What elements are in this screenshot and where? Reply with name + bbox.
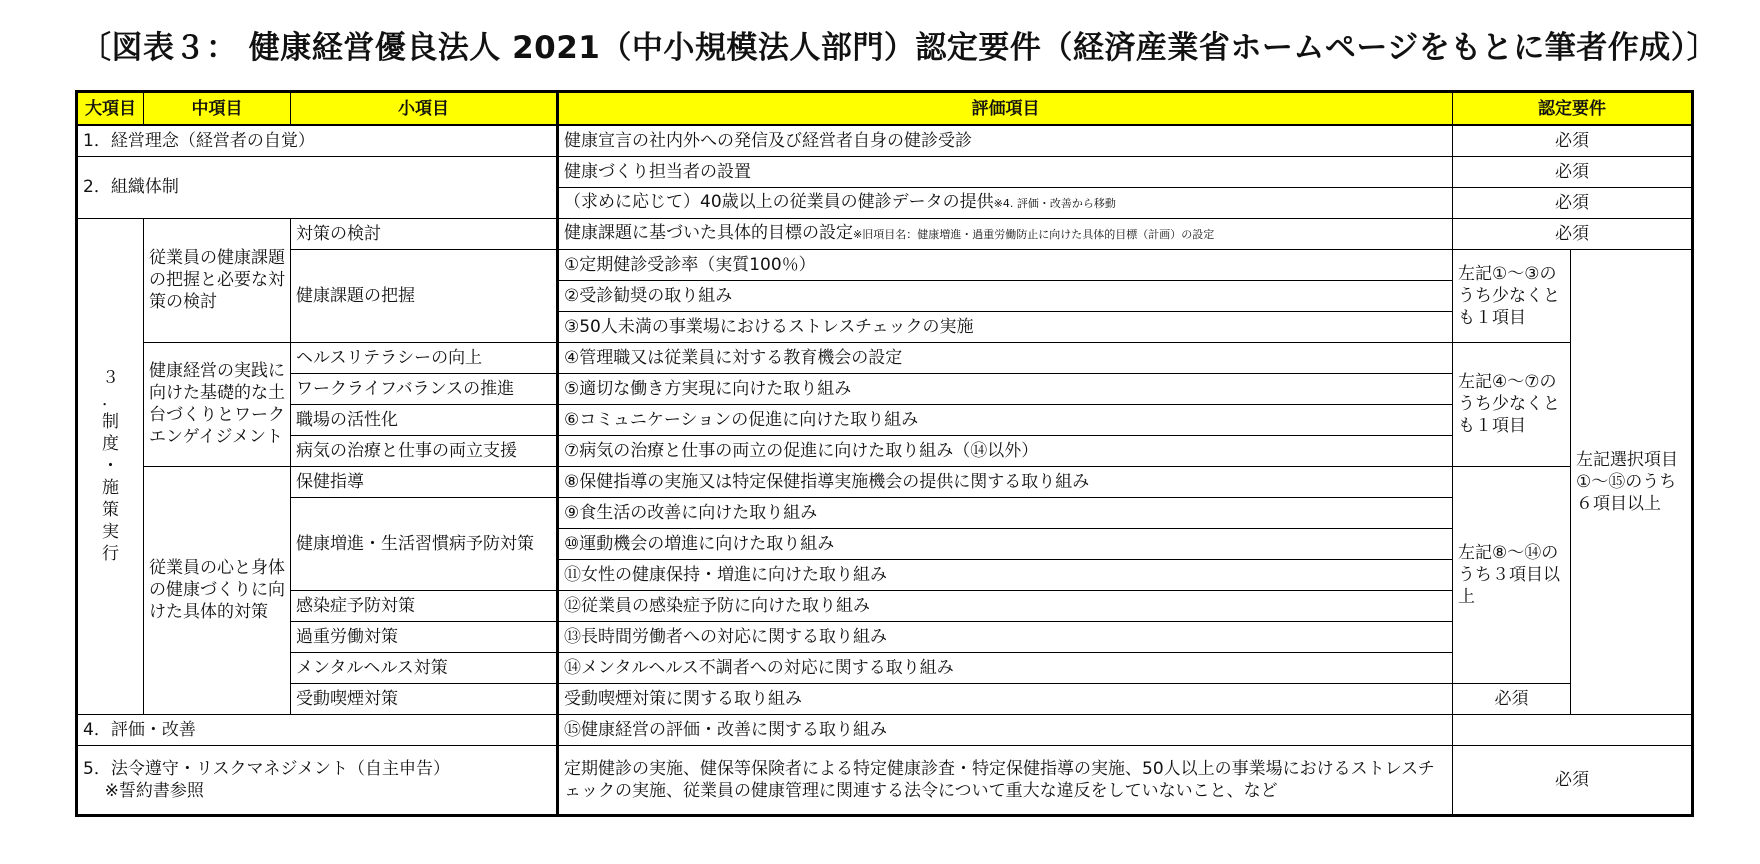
row-label: 4．評価・改善: [77, 714, 558, 745]
minor-item: 健康増進・生活習慣病予防対策: [291, 497, 558, 590]
eval-item: ⑦病気の治療と仕事の両立の促進に向けた取り組み（⑭以外）: [558, 435, 1453, 466]
middle-item: 従業員の心と身体の健康づくりに向けた具体的対策: [144, 466, 291, 714]
table-row: [77, 125, 1693, 156]
middle-item: 従業員の健康課題の把握と必要な対策の検討: [144, 218, 291, 342]
header-major: 大項目: [77, 92, 144, 126]
eval-note: ※4. 評価・改善から移動: [993, 196, 1116, 210]
requirement: 必須: [1453, 745, 1693, 815]
eval-item: ⑧保健指導の実施又は特定保健指導実施機会の提供に関する取り組み: [558, 466, 1453, 497]
eval-item: 定期健診の実施、健保等保険者による特定健康診査・特定保健指導の実施、50人以上の事業場におけるストレスチェックの実施、従業員の健康管理に関連する法令について重大な違反をしていないこと、など: [558, 745, 1453, 815]
overall-requirement: 左記選択項目①～⑮のうち６項目以上: [1571, 249, 1693, 714]
header-row: [77, 92, 1693, 126]
eval-item: 健康宣言の社内外への発信及び経営者自身の健診受診: [558, 125, 1453, 156]
table-row: [77, 497, 1693, 528]
requirement: 必須: [1453, 156, 1693, 187]
minor-item: 感染症予防対策: [291, 590, 558, 621]
minor-item: 過重労働対策: [291, 621, 558, 652]
eval-item: 受動喫煙対策に関する取り組み: [558, 683, 1453, 714]
minor-item: 受動喫煙対策: [291, 683, 558, 714]
page-title: 〔図表３： 健康経営優良法人 2021（中小規模法人部門）認定要件（経済産業省ホームページをもとに筆者作成）〕: [80, 30, 1719, 66]
table-row: [77, 373, 1693, 404]
requirement-empty: [1453, 714, 1693, 745]
eval-item: ⑨食生活の改善に向けた取り組み: [558, 497, 1453, 528]
row-label: 5．法令遵守・リスクマネジメント（自主申告） ※誓約書参照: [77, 745, 558, 815]
eval-item: ①定期健診受診率（実質100％）: [558, 249, 1453, 280]
minor-item: 職場の活性化: [291, 404, 558, 435]
eval-item: 健康課題に基づいた具体的目標の設定※旧項目名：健康増進・過重労働防止に向けた具体的目標（計画）の設定: [558, 218, 1453, 249]
table-row: [77, 466, 1693, 497]
table-row: [77, 435, 1693, 466]
minor-item: 健康課題の把握: [291, 249, 558, 342]
eval-item: ③50人未満の事業場におけるストレスチェックの実施: [558, 311, 1453, 342]
table-row: [77, 714, 1693, 745]
eval-item: ⑭メンタルヘルス不調者への対応に関する取り組み: [558, 652, 1453, 683]
group-requirement: 左記⑧～⑭のうち３項目以上: [1453, 466, 1571, 683]
requirement: 必須: [1453, 187, 1693, 218]
eval-item: ⑪女性の健康保持・増進に向けた取り組み: [558, 559, 1453, 590]
eval-note: ※旧項目名：健康増進・過重労働防止に向けた具体的目標（計画）の設定: [853, 227, 1215, 241]
eval-item: ④管理職又は従業員に対する教育機会の設定: [558, 342, 1453, 373]
table-row: [77, 590, 1693, 621]
eval-item: ⑤適切な働き方実現に向けた取り組み: [558, 373, 1453, 404]
requirement: 必須: [1453, 218, 1693, 249]
minor-item: ヘルスリテラシーの向上: [291, 342, 558, 373]
table-row: [77, 249, 1693, 280]
row-label: 1．経営理念（経営者の自覚）: [77, 125, 558, 156]
major-item-3: ３ ． 制 度 ・ 施 策 実 行: [77, 218, 144, 714]
row-label: 2．組織体制: [77, 156, 558, 218]
header-req: 認定要件: [1453, 92, 1693, 126]
requirement: 必須: [1453, 683, 1571, 714]
eval-item: （求めに応じて）40歳以上の従業員の健診データの提供※4. 評価・改善から移動: [558, 187, 1453, 218]
minor-item: 保健指導: [291, 466, 558, 497]
minor-item: 病気の治療と仕事の両立支援: [291, 435, 558, 466]
table-row: [77, 218, 1693, 249]
eval-item: ⑫従業員の感染症予防に向けた取り組み: [558, 590, 1453, 621]
table-row: [77, 156, 1693, 187]
header-eval: 評価項目: [558, 92, 1453, 126]
minor-item: メンタルヘルス対策: [291, 652, 558, 683]
table-row: [77, 745, 1693, 815]
table-row: [77, 683, 1693, 714]
eval-item: ⑩運動機会の増進に向けた取り組み: [558, 528, 1453, 559]
minor-item: ワークライフバランスの推進: [291, 373, 558, 404]
eval-item: ②受診勧奨の取り組み: [558, 280, 1453, 311]
header-middle: 中項目: [144, 92, 291, 126]
group-requirement: 左記①～③のうち少なくとも１項目: [1453, 249, 1571, 342]
table-row: [77, 342, 1693, 373]
minor-item: 対策の検討: [291, 218, 558, 249]
middle-item: 健康経営の実践に向けた基礎的な土台づくりとワークエンゲイジメント: [144, 342, 291, 466]
eval-item: 健康づくり担当者の設置: [558, 156, 1453, 187]
eval-item: ⑬長時間労働者への対応に関する取り組み: [558, 621, 1453, 652]
eval-item: ⑮健康経営の評価・改善に関する取り組み: [558, 714, 1453, 745]
table-row: [77, 621, 1693, 652]
table-row: [77, 652, 1693, 683]
certification-requirements-table: [75, 90, 1694, 817]
requirement: 必須: [1453, 125, 1693, 156]
group-requirement: 左記④～⑦のうち少なくとも１項目: [1453, 342, 1571, 466]
eval-item: ⑥コミュニケーションの促進に向けた取り組み: [558, 404, 1453, 435]
header-minor: 小項目: [291, 92, 558, 126]
table-row: [77, 404, 1693, 435]
